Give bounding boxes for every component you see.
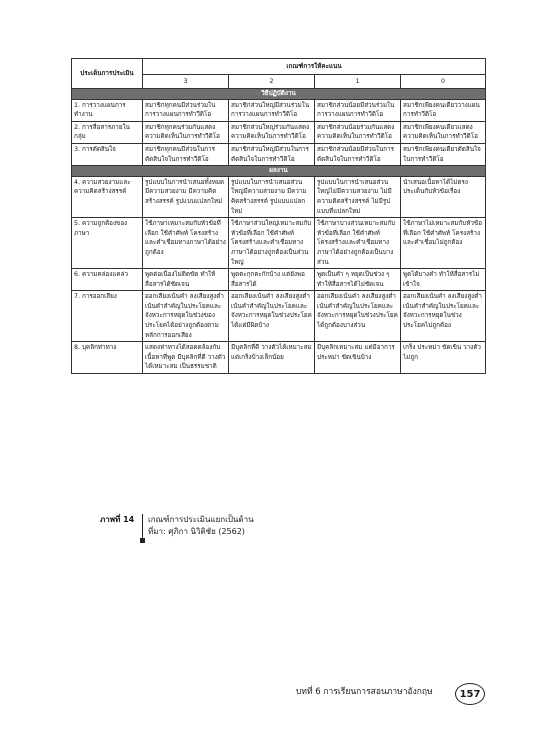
criterion-cell: 2. การสื่อสารภายในกลุ่ม — [72, 121, 143, 143]
score-cell: สมาชิกส่วนน้อยมีส่วนร่วมในการวางแผนการทำวีดิโอ — [315, 99, 401, 121]
score-cell: ใช้ภาษาเหมาะสมกับหัวข้อที่เลือก ใช้คำศัพท์ โครงสร้างและคำเชื่อมทางภาษาได้อย่างถูกต้อง — [143, 218, 229, 269]
chapter-footer: บทที่ 6 การเรียนการสอนภาษาอังกฤษ — [296, 687, 433, 697]
table-row — [72, 218, 486, 269]
table-row — [72, 143, 486, 165]
score-header-2: 2 — [229, 75, 315, 89]
score-cell: สมาชิกส่วนน้อยมีส่วนในการตัดสินใจในการทำวีดิโอ — [315, 143, 401, 165]
criterion-cell: 3. การตัดสินใจ — [72, 143, 143, 165]
score-cell: สมาชิกทุกคนมีส่วนร่วมในการวางแผนการทำวีดิโอ — [143, 99, 229, 121]
score-cell: รูปแบบในการนำเสนอส่วนใหญ่ไม่มีความสวยงาม ไม่มีความคิดสร้างสรรค์ ไม่มีรูปแบบที่แปลกใหม่ — [315, 176, 401, 217]
table-row — [72, 342, 486, 374]
caption-square-marker — [140, 538, 145, 543]
table-row — [72, 121, 486, 143]
section-title-process: วิธีปฏิบัติงาน — [72, 89, 486, 100]
criterion-cell: 4. ความสวยงามและความคิดสร้างสรรค์ — [72, 176, 143, 217]
score-cell: สมาชิกเพียงคนเดียวแสดงความคิดเห็นในการทำวีดิโอ — [401, 121, 486, 143]
section-title-product: ผลงาน — [72, 166, 486, 177]
score-cell: ใช้ภาษาส่วนใหญ่เหมาะสมกับหัวข้อที่เลือก ใช้คำศัพท์ โครงสร้างและคำเชื่อมทางภาษาได้อย่างถูกต้องเป็นส่วนใหญ่ — [229, 218, 315, 269]
score-cell: รูปแบบในการนำเสนอส่วนใหญ่มีความสวยงาม มีความคิดสร้างสรรค์ รูปแบบแปลกใหม่ — [229, 176, 315, 217]
score-cell: นำเสนอเนื้อหาได้ไม่ตรงประเด็นกับหัวข้อเรื่อง — [401, 176, 486, 217]
criterion-cell: 7. การออกเสียง — [72, 291, 143, 342]
score-cell: สมาชิกส่วนใหญ่มีส่วนในการตัดสินใจในการทำวีดิโอ — [229, 143, 315, 165]
score-cell: สมาชิกทุกคนร่วมกันแสดงความคิดเห็นในการทำวีดิโอ — [143, 121, 229, 143]
score-header-3: 3 — [143, 75, 229, 89]
score-cell: ออกเสียงเน้นคำ ลงเสียงสูงต่ำ เน้นคำสำคัญในประโยคและจังหวะการหยุดในช่วงประโยคได้ถูกต้องบางส่วน — [315, 291, 401, 342]
score-header-1: 1 — [315, 75, 401, 89]
score-cell: พูดได้บางคำ ทำให้สื่อสารไม่เข้าใจ — [401, 269, 486, 291]
score-cell: สมาชิกทุกคนมีส่วนในการตัดสินใจในการทำวีดิโอ — [143, 143, 229, 165]
criterion-cell: 8. บุคลิกท่าทาง — [72, 342, 143, 374]
rubric-table — [71, 58, 486, 374]
table-row — [72, 99, 486, 121]
table-row — [72, 269, 486, 291]
figure-source: ที่มา: ศุภิกา นิวิติชัย (2562) — [148, 527, 245, 536]
figure-label: ภาพที่ 14 — [100, 515, 135, 524]
score-cell: สมาชิกส่วนใหญ่มีส่วนร่วมในการวางแผนการทำวีดิโอ — [229, 99, 315, 121]
score-cell: พูดต่อเนื่องไม่ติดขัด ทำให้สื่อสารได้ชัดเจน — [143, 269, 229, 291]
criterion-cell: 5. ความถูกต้องของภาษา — [72, 218, 143, 269]
score-cell: มีบุคลิกที่ดี วางตัวได้เหมาะสม แต่เกร็งบ้างเล็กน้อย — [229, 342, 315, 374]
score-cell: ออกเสียงเน้นคำ ลงเสียงสูงต่ำ เน้นคำสำคัญในประโยคและจังหวะการหยุดในช่วงของประโยคได้อย่างถูกต้องตามหลักการออกเสียง — [143, 291, 229, 342]
table-row — [72, 176, 486, 217]
score-header-0: 0 — [401, 75, 486, 89]
score-cell: ออกเสียงเน้นคำ ลงเสียงสูงต่ำ เน้นคำสำคัญในประโยคและจังหวะการหยุดในช่วงประโยคได้แต่มีผิดบ้าง — [229, 291, 315, 342]
figure-title: เกณฑ์การประเมินแยกเป็นด้าน — [148, 515, 254, 524]
page-number: 157 — [455, 683, 485, 705]
header-rubric: เกณฑ์การให้คะแนน — [143, 59, 486, 75]
score-cell: แสดงท่าทางได้สอดคล้องกับเนื้อหาที่พูด มีบุคลิกที่ดี วางตัวได้เหมาะสม เป็นธรรมชาติ — [143, 342, 229, 374]
caption-divider — [142, 514, 143, 540]
score-cell: ออกเสียงเน้นคำ ลงเสียงสูงต่ำ เน้นคำสำคัญในประโยคและจังหวะการหยุดในช่วงประโยคไม่ถูกต้อง — [401, 291, 486, 342]
header-criteria: ประเด็นการประเมิน — [72, 59, 143, 89]
score-cell: มีบุคลิกเหมาะสม แต่มีอาการประหม่า ขัดเขินบ้าง — [315, 342, 401, 374]
score-cell: ใช้ภาษาไม่เหมาะสมกับหัวข้อที่เลือก ใช้คำศัพท์ โครงสร้าง และคำเชื่อมไม่ถูกต้อง — [401, 218, 486, 269]
score-cell: พูดตะกุกตะกักบ้าง แต่ยังพอสื่อสารได้ — [229, 269, 315, 291]
score-cell: สมาชิกเพียงคนเดียววางแผนการทำวีดิโอ — [401, 99, 486, 121]
score-cell: สมาชิกส่วนใหญ่ร่วมกันแสดงความคิดเห็นในการทำวีดิโอ — [229, 121, 315, 143]
criterion-cell: 1. การวางแผนการทำงาน — [72, 99, 143, 121]
score-cell: พูดเป็นคำ ๆ หยุดเป็นช่วง ๆ ทำให้สื่อสารได้ไม่ชัดเจน — [315, 269, 401, 291]
score-cell: ใช้ภาษาบางส่วนเหมาะสมกับหัวข้อที่เลือก ใช้คำศัพท์ โครงสร้างและคำเชื่อมทางภาษาได้อย่างถูกต้องเป็นบางส่วน — [315, 218, 401, 269]
score-cell: เกร็ง ประหม่า ขัดเขิน วางตัวไม่ถูก — [401, 342, 486, 374]
criterion-cell: 6. ความคล่องแคล่ว — [72, 269, 143, 291]
score-cell: สมาชิกส่วนน้อยร่วมกันแสดงความคิดเห็นในการทำวีดิโอ — [315, 121, 401, 143]
score-cell: รูปแบบในการนำเสนอทั้งหมดมีความสวยงาม มีความคิดสร้างสรรค์ รูปแบบแปลกใหม่ — [143, 176, 229, 217]
score-cell: สมาชิกเพียงคนเดียวตัดสินใจในการทำวีดิโอ — [401, 143, 486, 165]
table-row — [72, 291, 486, 342]
